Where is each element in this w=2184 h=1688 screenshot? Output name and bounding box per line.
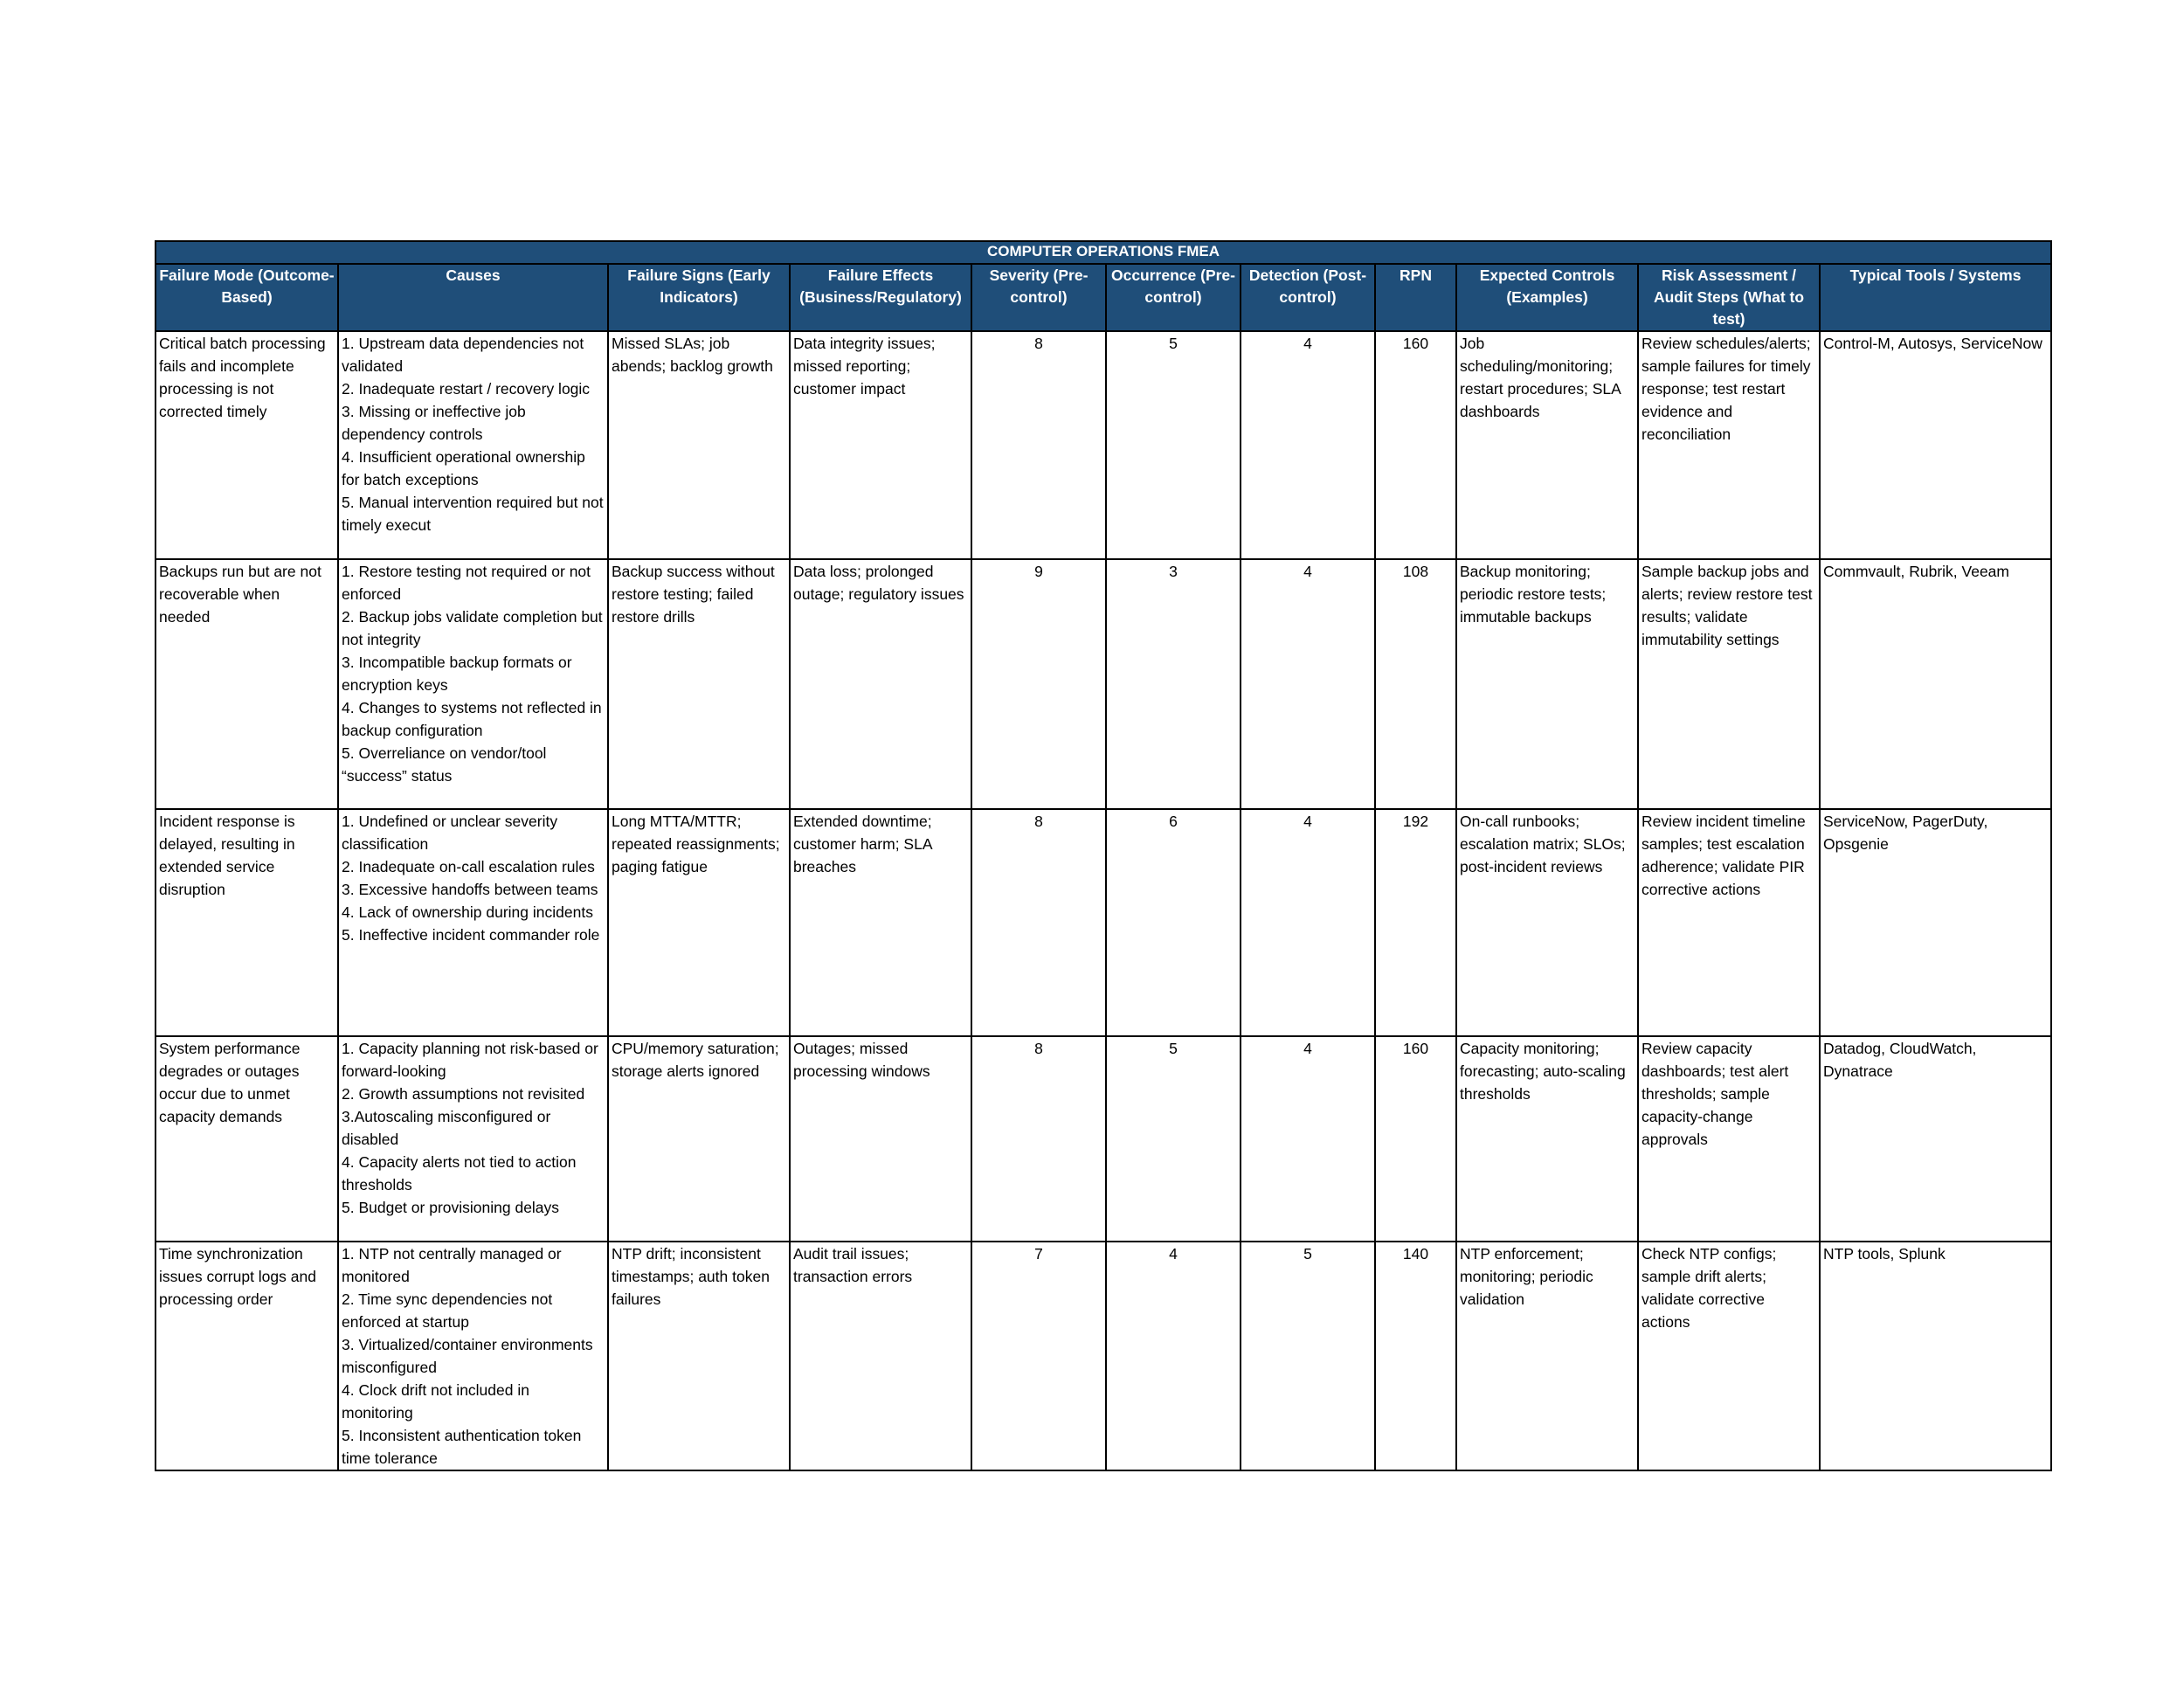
col-header-tools: Typical Tools / Systems — [1820, 264, 2051, 331]
cause-item: 5. Inconsistent authentication token time tolerance — [342, 1427, 582, 1467]
table-row — [156, 331, 2051, 559]
table-row — [156, 1036, 2051, 1242]
expected-controls-cell: Capacity monitoring; forecasting; auto-scaling thresholds — [1456, 1036, 1638, 1242]
col-header-audit-steps: Risk Assessment / Audit Steps (What to test) — [1638, 264, 1820, 331]
col-header-rpn: RPN — [1375, 264, 1456, 331]
table-row — [156, 559, 2051, 809]
title-row — [156, 241, 2051, 264]
rpn-cell: 160 — [1375, 1036, 1456, 1242]
cause-item: 1. NTP not centrally managed or monitored — [342, 1245, 562, 1285]
causes-cell — [338, 1036, 608, 1242]
cause-item: 3.Autoscaling misconfigured or disabled — [342, 1108, 551, 1148]
col-header-causes: Causes — [338, 264, 608, 331]
table-row — [156, 809, 2051, 1036]
cause-item: 5. Budget or provisioning delays — [342, 1199, 560, 1216]
cause-item: 4. Changes to systems not reflected in backup configuration — [342, 699, 602, 739]
expected-controls-cell: Backup monitoring; periodic restore tests; immutable backups — [1456, 559, 1638, 809]
detection-cell: 4 — [1241, 809, 1375, 1036]
failure-effects-cell: Outages; missed processing windows — [790, 1036, 971, 1242]
cause-item: 5. Overreliance on vendor/tool “success” status — [342, 744, 547, 785]
expected-controls-cell: On-call runbooks; escalation matrix; SLOs; post-incident reviews — [1456, 809, 1638, 1036]
occurrence-cell: 6 — [1106, 809, 1241, 1036]
table-title: COMPUTER OPERATIONS FMEA — [156, 241, 2051, 264]
failure-mode-cell: Time synchronization issues corrupt logs and processing order — [156, 1242, 338, 1470]
cause-item: 5. Manual intervention required but not timely execut — [342, 494, 604, 534]
rpn-cell: 160 — [1375, 331, 1456, 559]
cause-item: 3. Virtualized/container environments misconfigured — [342, 1336, 593, 1376]
col-header-occurrence: Occurrence (Pre-control) — [1106, 264, 1241, 331]
detection-cell: 4 — [1241, 559, 1375, 809]
cause-item: 1. Capacity planning not risk-based or forward-looking — [342, 1040, 598, 1080]
col-header-severity: Severity (Pre-control) — [971, 264, 1106, 331]
fmea-sheet — [155, 240, 2050, 1471]
tools-cell: ServiceNow, PagerDuty, Opsgenie — [1820, 809, 2051, 1036]
audit-steps-cell: Review capacity dashboards; test alert thresholds; sample capacity-change approvals — [1638, 1036, 1820, 1242]
rpn-cell: 108 — [1375, 559, 1456, 809]
cause-item: 5. Ineffective incident commander role — [342, 926, 600, 944]
severity-cell: 8 — [971, 331, 1106, 559]
severity-cell: 8 — [971, 809, 1106, 1036]
failure-signs-cell: NTP drift; inconsistent timestamps; auth token failures — [608, 1242, 790, 1470]
occurrence-cell: 5 — [1106, 331, 1241, 559]
cause-item: 1. Restore testing not required or not enforced — [342, 563, 591, 603]
failure-mode-cell: Backups run but are not recoverable when needed — [156, 559, 338, 809]
failure-mode-cell: Incident response is delayed, resulting in extended service disruption — [156, 809, 338, 1036]
cause-item: 2. Inadequate restart / recovery logic — [342, 380, 591, 398]
failure-signs-cell: Backup success without restore testing; failed restore drills — [608, 559, 790, 809]
cause-item: 4. Capacity alerts not tied to action thresholds — [342, 1153, 577, 1193]
table-row — [156, 1242, 2051, 1470]
tools-cell: Datadog, CloudWatch, Dynatrace — [1820, 1036, 2051, 1242]
col-header-failure-signs: Failure Signs (Early Indicators) — [608, 264, 790, 331]
tools-cell: NTP tools, Splunk — [1820, 1242, 2051, 1470]
cause-item: 1. Undefined or unclear severity classification — [342, 813, 558, 853]
causes-cell — [338, 809, 608, 1036]
failure-effects-cell: Extended downtime; customer harm; SLA breaches — [790, 809, 971, 1036]
cause-item: 2. Time sync dependencies not enforced at startup — [342, 1290, 553, 1331]
col-header-detection: Detection (Post-control) — [1241, 264, 1375, 331]
failure-signs-cell: Long MTTA/MTTR; repeated reassignments; paging fatigue — [608, 809, 790, 1036]
expected-controls-cell: NTP enforcement; monitoring; periodic validation — [1456, 1242, 1638, 1470]
audit-steps-cell: Review incident timeline samples; test escalation adherence; validate PIR corrective actions — [1638, 809, 1820, 1036]
detection-cell: 4 — [1241, 331, 1375, 559]
expected-controls-cell: Job scheduling/monitoring; restart procedures; SLA dashboards — [1456, 331, 1638, 559]
col-header-failure-mode: Failure Mode (Outcome-Based) — [156, 264, 338, 331]
detection-cell: 5 — [1241, 1242, 1375, 1470]
column-header-row — [156, 264, 2051, 331]
severity-cell: 9 — [971, 559, 1106, 809]
failure-signs-cell: CPU/memory saturation; storage alerts ignored — [608, 1036, 790, 1242]
failure-mode-cell: Critical batch processing fails and incomplete processing is not corrected timely — [156, 331, 338, 559]
audit-steps-cell: Review schedules/alerts; sample failures for timely response; test restart evidence and reconciliation — [1638, 331, 1820, 559]
cause-item: 3. Incompatible backup formats or encryption keys — [342, 654, 572, 694]
tools-cell: Commvault, Rubrik, Veeam — [1820, 559, 2051, 809]
severity-cell: 7 — [971, 1242, 1106, 1470]
cause-item: 4. Lack of ownership during incidents — [342, 903, 593, 921]
occurrence-cell: 4 — [1106, 1242, 1241, 1470]
fmea-table — [155, 240, 2052, 1471]
failure-effects-cell: Audit trail issues; transaction errors — [790, 1242, 971, 1470]
detection-cell: 4 — [1241, 1036, 1375, 1242]
failure-effects-cell: Data integrity issues; missed reporting; customer impact — [790, 331, 971, 559]
cause-item: 4. Clock drift not included in monitoring — [342, 1381, 529, 1422]
cause-item: 2. Backup jobs validate completion but not integrity — [342, 608, 603, 648]
causes-cell — [338, 331, 608, 559]
causes-cell — [338, 559, 608, 809]
cause-item: 2. Inadequate on-call escalation rules — [342, 858, 595, 875]
occurrence-cell: 5 — [1106, 1036, 1241, 1242]
failure-effects-cell: Data loss; prolonged outage; regulatory issues — [790, 559, 971, 809]
rpn-cell: 140 — [1375, 1242, 1456, 1470]
cause-item: 2. Growth assumptions not revisited — [342, 1085, 585, 1103]
failure-signs-cell: Missed SLAs; job abends; backlog growth — [608, 331, 790, 559]
rpn-cell: 192 — [1375, 809, 1456, 1036]
col-header-failure-effects: Failure Effects (Business/Regulatory) — [790, 264, 971, 331]
tools-cell: Control-M, Autosys, ServiceNow — [1820, 331, 2051, 559]
audit-steps-cell: Check NTP configs; sample drift alerts; validate corrective actions — [1638, 1242, 1820, 1470]
occurrence-cell: 3 — [1106, 559, 1241, 809]
col-header-expected-controls: Expected Controls (Examples) — [1456, 264, 1638, 331]
cause-item: 4. Insufficient operational ownership for batch exceptions — [342, 448, 585, 488]
cause-item: 3. Missing or ineffective job dependency controls — [342, 403, 526, 443]
severity-cell: 8 — [971, 1036, 1106, 1242]
failure-mode-cell: System performance degrades or outages occur due to unmet capacity demands — [156, 1036, 338, 1242]
cause-item: 1. Upstream data dependencies not validated — [342, 335, 584, 375]
audit-steps-cell: Sample backup jobs and alerts; review restore test results; validate immutability settings — [1638, 559, 1820, 809]
cause-item: 3. Excessive handoffs between teams — [342, 881, 598, 898]
causes-cell — [338, 1242, 608, 1470]
